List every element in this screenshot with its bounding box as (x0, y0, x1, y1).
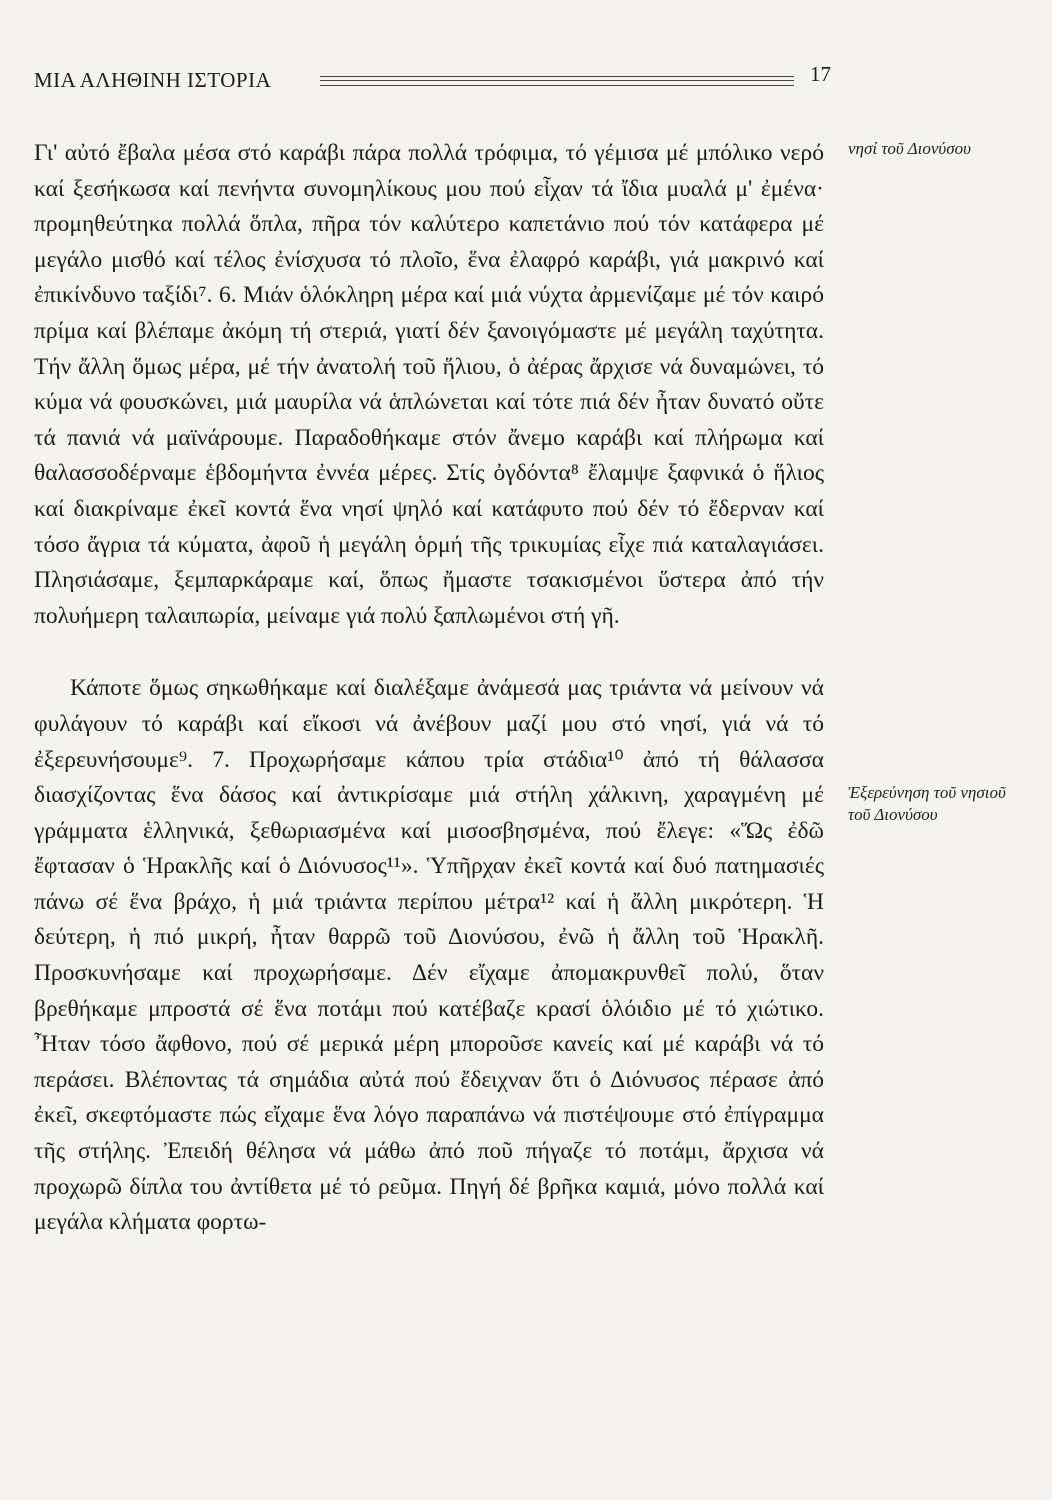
running-title: ΜΙΑ ΑΛΗΘΙΝΗ ΙΣΤΟΡΙΑ (34, 68, 272, 92)
page-number: 17 (810, 62, 831, 86)
header-rule (320, 76, 794, 86)
paragraph-2: Κάποτε ὅμως σηκωθήκαμε καί διαλέξαμε ἀνάμεσά μας τριάντα νά μείνουν νά φυλάγουν τό καράβι καί εἴκοσι νά ἀνέβουν μαζί μου στό νησί, γιά νά τό ἐξερευνήσουμε⁹. 7. Προχωρήσαμε κάπου τρία στάδια¹⁰ ἀπό τή θάλασσα διασχίζοντας ἕνα δάσος καί ἀντικρίσαμε μιά στήλη χάλκινη, χαραγμένη μέ γράμματα ἑλληνικά, ξεθωριασμένα καί μισοσβησμένα, πού ἔλεγε: «Ὥς ἐδῶ ἔφτασαν ὁ Ἡρακλῆς καί ὁ Διόνυσος¹¹». Ὑπῆρχαν ἐκεῖ κοντά καί δυό πατημασιές πάνω σέ ἕνα βράχο, ἡ μιά τριάντα περίπου μέτρα¹² καί ἡ ἄλλη μικρότερη. Ἡ δεύτερη, ἡ πιό μικρή, ἦταν θαρρῶ τοῦ Διονύσου, ἐνῶ ἡ ἄλλη τοῦ Ἡρακλῆ. Προσκυνήσαμε καί προχωρήσαμε. Δέν εἴχαμε ἀπομακρυνθεῖ πολύ, ὅταν βρεθήκαμε μπροστά σέ ἕνα ποτάμι πού κατέβαζε κρασί ὁλόιδιο μέ τό χιώτικο. Ἦταν τόσο ἄφθονο, πού σέ μερικά μέρη μποροῦσε κανείς καί μέ καράβι νά τό περάσει. Βλέποντας τά σημάδια αὐτά πού ἔδειχναν ὅτι ὁ Διόνυσος πέρασε ἀπό ἐκεῖ, σκεφτόμαστε πώς εἴχαμε ἕνα λόγο παραπάνω νά πιστέψουμε στό ἐπίγραμμα τῆς στήλης. Ἐπειδή θέλησα νά μάθω ἀπό ποῦ πήγαζε τό ποτάμι, ἄρχισα νά προχωρῶ δίπλα του ἀντίθετα μέ τό ρεῦμα. Πηγή δέ βρῆκα καμιά, μόνο πολλά καί μεγάλα κλήματα φορτω- (34, 675, 824, 1236)
margin-note-exploration: Ἐξερεύνηση τοῦ νησιοῦ τοῦ Διονύσου (848, 783, 1006, 824)
paragraph-1: Γι' αὐτό ἔβαλα μέσα στό καράβι πάρα πολλά τρόφιμα, τό γέμισα μέ μπόλικο νερό καί ξεσήκωσα καί πενήντα συνομηλίκους μου πού εἶχαν τά ἴδια μυαλά μ' ἐμένα· προμηθεύτηκα πολλά ὅπλα, πῆρα τόν καλύτερο καπετάνιο πού τόν κατάφερα μέ μεγάλο μισθό καί τέλος ἐνίσχυσα τό πλοῖο, ἕνα ἐλαφρό καράβι, γιά μακρινό καί ἐπικίνδυνο ταξίδι⁷. 6. Μιάν ὁλόκληρη μέρα καί μιά νύχτα ἀρμενίζαμε μέ τόν καιρό πρίμα καί βλέπαμε ἀκόμη τή στεριά, γιατί δέν ξανοιγόμαστε μέ μεγάλη ταχύτητα. Τήν ἄλλη ὅμως μέρα, μέ τήν ἀνατολή τοῦ ἥλιου, ὁ ἀέρας ἄρχισε νά δυναμώνει, τό κύμα νά φουσκώνει, μιά μαυρίλα νά ἁπλώνεται καί τότε πιά δέν ἦταν δυνατό οὔτε τά πανιά νά μαϊνάρουμε. Παραδοθήκαμε στόν ἄνεμο καράβι καί πλήρωμα καί θαλασσοδέρναμε ἑβδομήντα ἐννέα μέρες. Στίς ὀγδόντα⁸ ἔλαμψε ξαφνικά ὁ ἥλιος καί διακρίναμε ἐκεῖ κοντά ἕνα νησί ψηλό καί κατάφυτο πού δέν τό ἔδερναν καί τόσο ἄγρια τά κύματα, ἀφοῦ ἡ μεγάλη ὁρμή τῆς τρικυμίας εἶχε πιά καταλαγιάσει. Πλησιάσαμε, ξεμπαρκάραμε καί, ὅπως ἤμαστε τσακισμένοι ὕστερα ἀπό τήν πολυήμερη ταλαιπωρία, μείναμε γιά πολύ ξαπλωμένοι στή γῆ. (34, 140, 824, 629)
margin-note-island: νησί τοῦ Διονύσου (848, 139, 971, 158)
page-header (34, 60, 831, 100)
main-text (34, 136, 824, 1241)
